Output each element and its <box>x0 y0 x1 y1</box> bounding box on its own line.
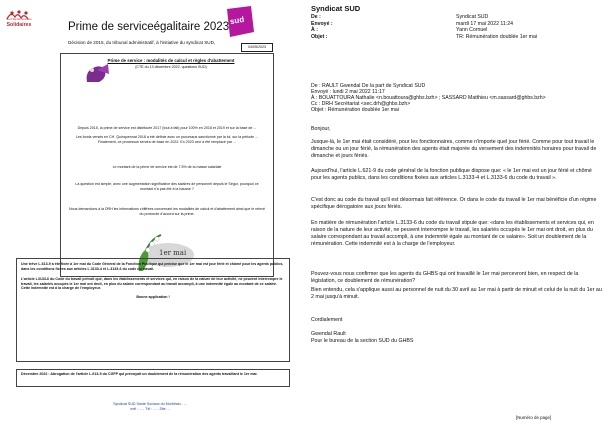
footer-line-2: mél : ... - Tél : ... - Site ... <box>130 407 170 411</box>
email-paragraph: Bien entendu, cela s'applique aussi au personnel de nuit du 30 avril au 1er mai à partir de minuit et celui de la nuit du 1er au 2 mai jusqu'à minuit. <box>311 287 602 300</box>
header-value: TR: Rémunération doublée 1er mai <box>456 33 538 40</box>
sud-logo-text: sud <box>229 14 245 27</box>
email-paragraph: C'est donc au code du travail qu'il est désormais fait référence. Or dans le code du travail le 1er mai bénéficie d'un régime spécifique dérogatoire aux jours fériés. <box>311 197 597 210</box>
megaphone-illustration <box>81 60 111 86</box>
document-title: Prime de serviceégalitaire 2023 <box>68 21 230 33</box>
logo-top-text: Sud Santé Sociaux <box>6 17 32 21</box>
date-stamp: 04/05/2023 <box>241 43 273 52</box>
email-header <box>311 14 601 40</box>
reminder-line-2: L'article L3133-6 du Code du travail prévoit que, dans les établissements et services qui, en raison de la nature de leur activité, ne peuvent interrompre le travail, les salariés occupés le 1er mai ont droit, en plus du salaire correspondant au travail accompli, à une indemnité égale au montant de ce salaire. Cette indemnité est à la charge de l'employeur. <box>21 277 283 291</box>
box-title-note: (CTE du 13 décembre 2022, questions SUD) <box>135 65 207 69</box>
paragraph-1: Depuis 2015, la prime de service est distribuée 2017 (tout à fait) pour 100% en 2018 et 2019 et sur la base de ... <box>77 126 257 130</box>
reminder-line-1: Une trêve L.613-9 a été fixée à 1er mai du Code Général de la Fonction Publique qui précise que le 1er mai est jour férié et chômé pour les agents publics, dans les conditions fixées aux articles L.3133-4 et L.3133-6 du code du travail. <box>21 262 284 271</box>
logo-bottom-text: Solidaires <box>6 22 32 28</box>
forwarded-line: De : RAULT Gwendal De la part de Syndicat SUD <box>311 83 426 89</box>
paragraph-5: Nous demandons à la DRH les informations chiffrées concernant les modalités de calcul et d'abattement ainsi que le relevé du protocole d'accord sur la prime. <box>69 207 265 216</box>
paragraph-4: La question est simple, avec une augmentation significative des salaires de personnel depuis le Ségur, pourquoi ce montant n'a pas été à la hausse ? <box>75 182 259 191</box>
email-page <box>303 0 607 447</box>
forwarded-header <box>311 83 603 113</box>
email-paragraph: Aujourd'hui, l'article L.621-9 du code général de la fonction publique dispose que: « le 1er mai est un jour férié et chômé pour les agents publics, dans les conditions fixées aux articles L.3133-4 et L.3133-6 du code du travail ». <box>311 168 592 181</box>
december-note: Décembre 2022 : Abrogation de l'article L.613-9 du CGFP qui prévoyait un doublement de la rémunération des agents travaillant le 1er mai. <box>21 372 258 376</box>
sud-solidaires-logo <box>4 7 34 35</box>
badge-text: 1er mai <box>159 249 187 257</box>
header-value: Yann Cornuel <box>456 27 488 33</box>
paragraph-2: Les fonds versés en CH. Quinquennat 2018 a été définie avec un processus sanctionné par la loi, sur la période ... Finalement, ce processus servira de base en 2022. En 2023 ceci a été remplacé par ... <box>75 135 259 144</box>
header-label: De : <box>311 14 321 20</box>
page-number-footer: [Numéro de page] <box>516 415 552 420</box>
email-paragraph: Pouvez-vous nous confirmer que les agents du GHBS qui ont travaillé le 1er mai percevront bien, en respect de la législation, ce doublement de rémunération? <box>311 271 579 284</box>
info-box <box>60 53 274 277</box>
document-subtitle: Décision de 2015, du tribunal administratif, à l'initiative du syndicat SUD, <box>68 40 216 45</box>
header-value: Syndicat SUD <box>456 14 489 20</box>
header-label: Objet : <box>311 33 328 40</box>
footer-line-1: Syndicat SUD Santé Sociaux du Morbihan - ... <box>113 402 187 406</box>
signature-role: Pour le bureau de la section SUD du GHBS <box>311 338 414 344</box>
header-label: Envoyé : <box>311 20 333 27</box>
email-paragraph: Jusque-là, le 1er mai était considéré, pour les fonctionnaires, comme n'importe quel jour férié. Comme pour tout travail le dimanche ou un jour férié, la rémunération des agents était majorée du versement des indemnités horaires pour travail de dimanche et jours fériés. <box>311 139 597 159</box>
december-note-box <box>16 369 290 387</box>
reminder-line-3: Bonne application ! <box>136 295 170 299</box>
forwarded-line: Cc : DRH Secrétariat <sec.drh@ghbs.bzh> <box>311 101 411 107</box>
paragraph-3: Le montant de la prime de service est de 7.5% de la masse salariale <box>112 165 222 169</box>
email-greeting: Bonjour, <box>311 126 331 132</box>
sud-logo <box>223 6 254 38</box>
email-sender-name: Syndicat SUD <box>311 4 361 13</box>
header-value: mardi 17 mai 2022 11:24 <box>456 20 514 27</box>
box-title: Prime de service : modalités de calcul et règles d'abattement <box>107 58 235 63</box>
left-document-page <box>0 0 300 447</box>
email-paragraph: En matière de rémunération l'article L.3133-6 du code du travail stipule que: «dans les établissements et services qui, en raison de la nature de leur activité, ne peuvent interrompre le travail, les salariés occupés le 1er mai ont droit, en plus du salaire correspondant au travail accompli, à une indemnité égale au montant de ce salaire». Soit un doublement de la rémunération. Cette indemnité est à la charge de l'employeur. <box>311 220 594 247</box>
forwarded-line: Objet : Rémunération doublée 1er mai <box>311 107 399 113</box>
forwarded-line: À : BOUATTOURA Nathalie <n.bouattoura@ghbs.bzh> ; SASSARD Matthieu <m.sassard@ghbs.bzh> <box>311 95 546 101</box>
email-closing: Cordialement <box>311 317 343 323</box>
header-label: À : <box>311 27 318 33</box>
signature-name: Gwendal Rault <box>311 331 346 337</box>
forwarded-line: Envoyé : lundi 2 mai 2022 11:17 <box>311 89 385 95</box>
reminder-box <box>16 258 290 362</box>
